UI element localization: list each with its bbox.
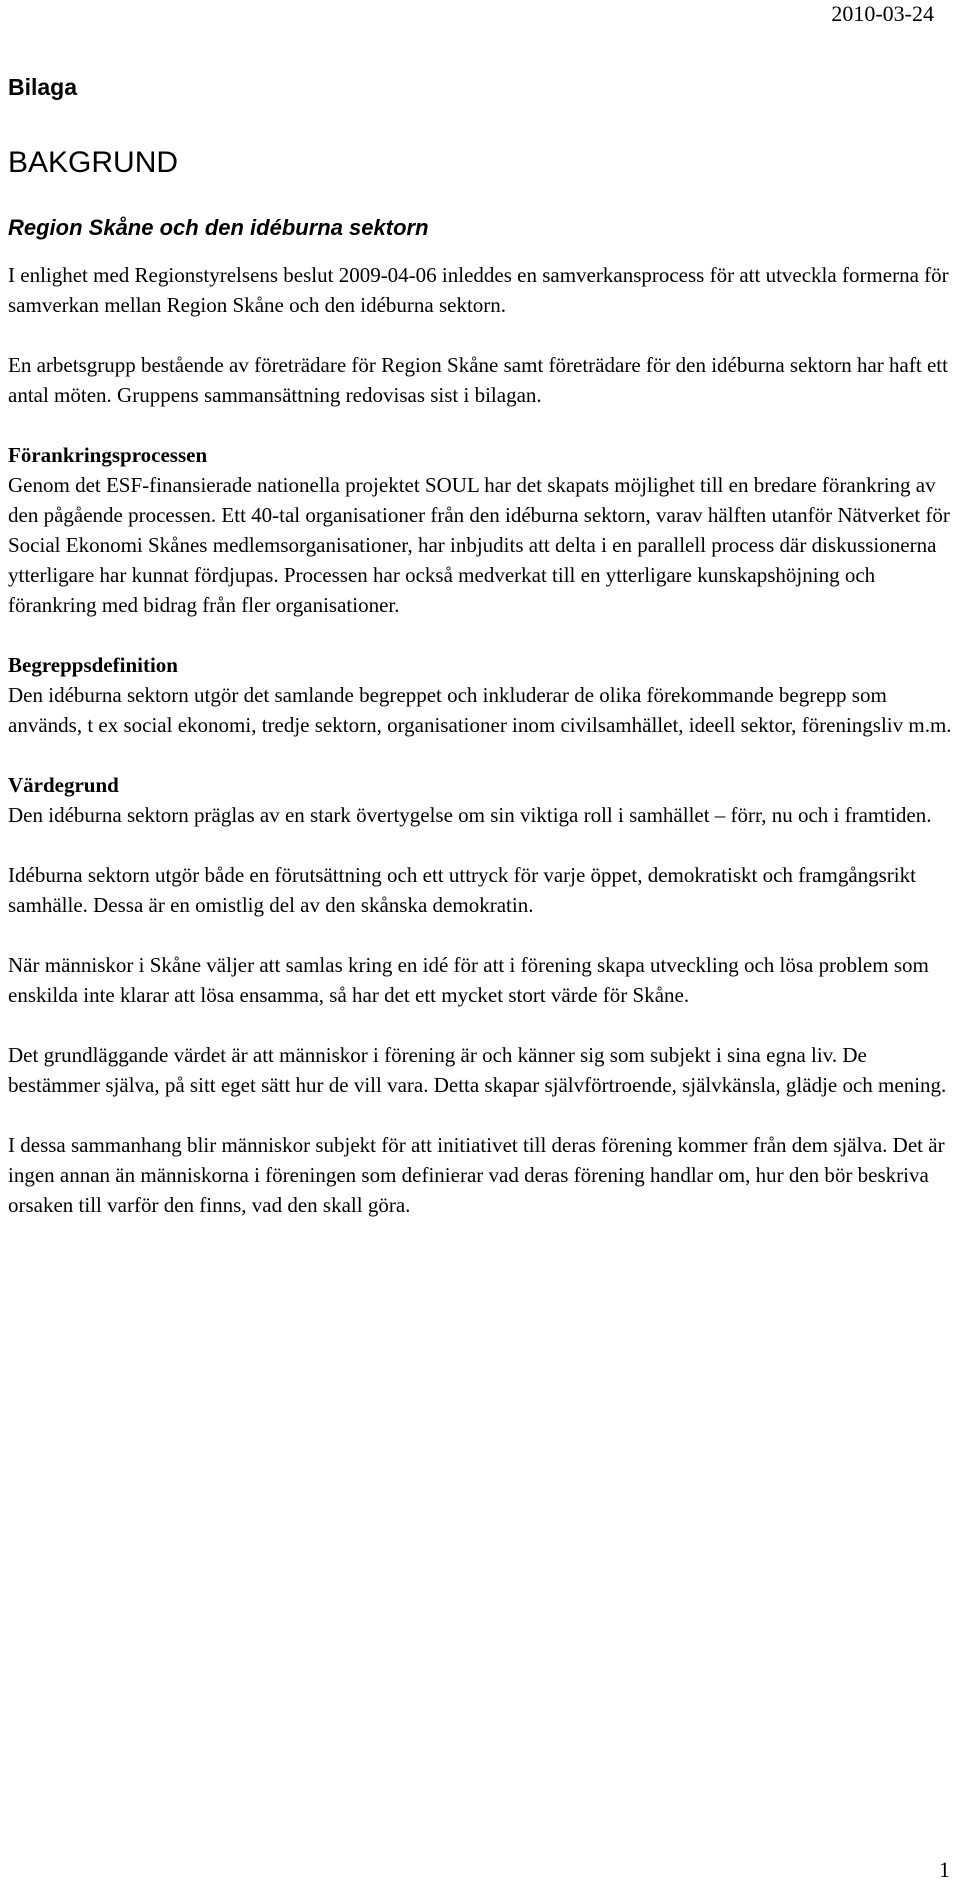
document-title: BAKGRUND	[8, 146, 179, 179]
section-paragraph: I dessa sammanhang blir människor subjekt för att initiativet till deras förening kommer från dem själva. Det är ingen annan än människorna i föreningen som definierar vad deras förening handlar om, hur den bör beskriva orsaken till varför den finns, vad den skall göra.	[8, 1133, 945, 1217]
document-date: 2010-03-24	[831, 1, 934, 26]
section-paragraph: Genom det ESF-finansierade nationella projektet SOUL har det skapats möjlighet till en bredare förankring av den pågående processen. Ett 40-tal organisationer från den idéburna sektorn, varav hälften utanför Nätverket för Social Ekonomi Skånes medlemsorganisationer, har inbjudits att delta i en parallell process där diskussionerna ytterligare har kunnat fördjupas. Processen har också medverkat till en ytterligare kunskapshöjning och förankring med bidrag från fler organisationer.	[8, 473, 950, 617]
section-title-forankringsprocessen: Förankringsprocessen	[8, 443, 208, 467]
section-paragraph: När människor i Skåne väljer att samlas kring en idé för att i förening skapa utveckling och lösa problem som enskilda inte klarar att lösa ensamma, så har det ett mycket stort värde för Skåne.	[8, 953, 929, 1007]
section-paragraph: Den idéburna sektorn utgör det samlande begreppet och inkluderar de olika förekommande begrepp som används, t ex social ekonomi, tredje sektorn, organisationer inom civilsamhället, ideell sektor, föreningsliv m.m.	[8, 683, 952, 737]
section-paragraph: Den idéburna sektorn präglas av en stark övertygelse om sin viktiga roll i samhället – förr, nu och i framtiden.	[8, 803, 932, 827]
document-label: Bilaga	[8, 74, 78, 100]
document-body	[8, 72, 953, 1220]
section-paragraph: Idéburna sektorn utgör både en förutsättning och ett uttryck för varje öppet, demokratiskt och framgångsrikt samhälle. Dessa är en omistlig del av den skånska demokratin.	[8, 863, 916, 917]
section-title-begreppsdefinition: Begreppsdefinition	[8, 653, 178, 677]
document-subtitle: Region Skåne och den idéburna sektorn	[8, 215, 429, 240]
intro-paragraph: En arbetsgrupp bestående av företrädare för Region Skåne samt företrädare för den idéburna sektorn har haft ett antal möten. Gruppens sammansättning redovisas sist i bilagan.	[8, 353, 948, 407]
section-paragraph: Det grundläggande värdet är att människor i förening är och känner sig som subjekt i sina egna liv. De bestämmer själva, på sitt eget sätt hur de vill vara. Detta skapar självförtroende, självkänsla, glädje och mening.	[8, 1043, 947, 1097]
intro-paragraph: I enlighet med Regionstyrelsens beslut 2009-04-06 inleddes en samverkansprocess för att utveckla formerna för samverkan mellan Region Skåne och den idéburna sektorn.	[8, 263, 949, 317]
page-number: 1	[939, 1857, 950, 1882]
section-title-vardegrund: Värdegrund	[8, 773, 119, 797]
